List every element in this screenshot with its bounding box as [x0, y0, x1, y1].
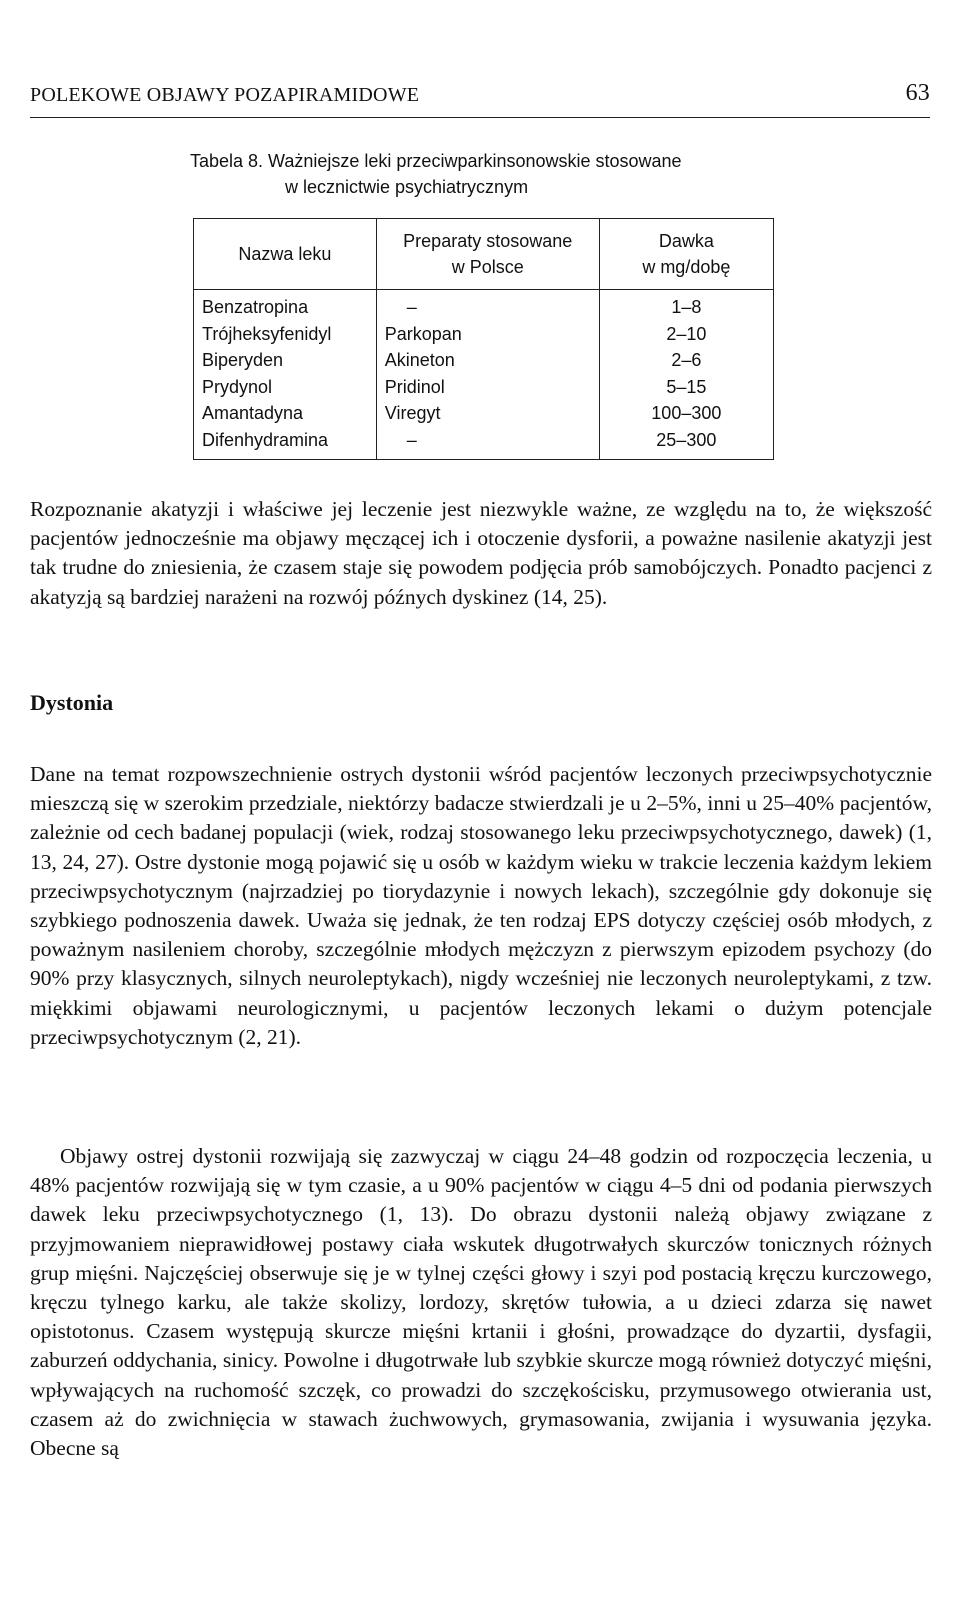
dose-cell: 5–15: [599, 374, 773, 401]
table-row: [194, 374, 774, 401]
table-row: [194, 290, 774, 321]
dose-cell: 100–300: [599, 400, 773, 427]
dose-cell: 2–6: [599, 347, 773, 374]
table-caption: [190, 148, 790, 200]
preparation-cell: Viregyt: [376, 400, 599, 427]
table-row: [194, 400, 774, 427]
preparation-cell: Akineton: [376, 347, 599, 374]
section-heading-dystonia: Dystonia: [30, 690, 114, 715]
running-title: POLEKOWE OBJAWY POZAPIRAMIDOWE: [30, 84, 420, 106]
table-caption-line2: w lecznictwie psychiatrycznym: [285, 177, 529, 197]
running-header: [30, 80, 930, 107]
column-header-name: [194, 219, 377, 290]
paragraph-dystonia-symptoms: Objawy ostrej dystonii rozwijają się zazwyczaj w ciągu 24–48 godzin od rozpoczęcia leczenia, u 48% pacjentów rozwijają się w tym czasie, a u 90% pacjentów w ciągu 4–5 dni od podania pierwszych dawek leku przeciwpsychotycznego (1, 13). Do obrazu dystonii należą objawy związane z przyjmowaniem nieprawidłowej postawy ciała wskutek długotrwałych skurczów tonicznych różnych grup mięśni. Najczęściej obserwuje się je w tylnej części głowy i szyi pod postacią kręczu kurczowego, kręczu tylnego karku, ale także skolizy, lordozy, skrętów tułowia, a u dzieci zdarza się nawet opistotonus. Czasem występują skurcze mięśni krtanii i głośni, prowadzące do dyzartii, dysfagii, zaburzeń oddychania, sinicy. Powolne i długotrwałe lub szybkie skurcze mogą również dotyczyć mięśni, wpływających na ruchomość szczęk, co prowadzi do szczękościsku, przymusowego otwierania ust, czasem aż do zwichnięcia w stawach żuchwowych, grymasowania, zwijania i wysuwania języka. Obecne są: [30, 1144, 932, 1461]
table-row: [194, 427, 774, 460]
drug-name-cell: Difenhydramina: [194, 427, 377, 460]
drug-name-cell: Benzatropina: [194, 290, 377, 321]
dose-cell: 1–8: [599, 290, 773, 321]
table-row: [194, 347, 774, 374]
preparation-cell: Pridinol: [376, 374, 599, 401]
paragraph-dystonia-prevalence: Dane na temat rozpowszechnienie ostrych dystonii wśród pacjentów leczonych przeciwpsychotycznie mieszczą się w szerokim przedziale, niektórzy badacze stwierdzali je u 2–5%, inni u 25–40% pacjentów, zależnie od cech badanej populacji (wiek, rodzaj stosowanego leku przeciwpsychotycznego, dawek) (1, 13, 24, 27). Ostre dystonie mogą pojawić się u osób w każdym wieku w trakcie leczenia każdym lekiem przeciwpsychotycznym (najrzadziej po tiorydazynie i nowych lekach), szczególnie gdy dokonuje się szybkiego podnoszenia dawek. Uważa się jednak, że ten rodzaj EPS dotyczy częściej osób młodych, z poważnym nasileniem choroby, szczególnie młodych mężczyzn z pierwszym epizodem psychozy (do 90% przy klasycznych, silnych neuroleptykach), nigdy wcześniej nie leczonych neuroleptykami, z tzw. miękkimi objawami neurologicznymi, u pacjentów leczonych lekami o dużym potencjale przeciwpsychotycznym (2, 21).: [30, 762, 932, 1049]
drug-name-cell: Prydynol: [194, 374, 377, 401]
column-header-text: w mg/dobę: [642, 257, 731, 277]
preparation-cell: Parkopan: [376, 321, 599, 348]
paragraph-akathisia: Rozpoznanie akatyzji i właściwe jej leczenie jest niezwykle ważne, ze względu na to, że większość pacjentów jednocześnie ma objawy męczącej ich i otoczenie dysforii, a poważne nasilenie akatyzji jest tak trudne do zniesienia, że czasem staje się powodem podjęcia prób samobójczych. Ponadto pacjenci z akatyzją są bardziej narażeni na rozwój późnych dyskinez (14, 25).: [30, 497, 932, 609]
table-caption-line1: Tabela 8. Ważniejsze leki przeciwparkinsonowskie stosowane: [190, 151, 682, 171]
page-number: 63: [905, 80, 930, 106]
preparation-cell: –: [376, 290, 599, 321]
column-header-preparation: [376, 219, 599, 290]
dose-cell: 25–300: [599, 427, 773, 460]
column-header-text: Dawka: [658, 231, 714, 251]
table-header-row: [194, 219, 774, 290]
dose-cell: 2–10: [599, 321, 773, 348]
drug-table: [193, 218, 774, 460]
preparation-cell: –: [376, 427, 599, 460]
column-header-dose: [599, 219, 773, 290]
drug-name-cell: Trójheksyfenidyl: [194, 321, 377, 348]
header-rule: [30, 117, 930, 118]
column-header-text: Nazwa leku: [238, 244, 332, 264]
column-header-text: Preparaty stosowane: [403, 231, 573, 251]
drug-name-cell: Amantadyna: [194, 400, 377, 427]
column-header-text: w Polsce: [451, 257, 524, 277]
table-row: [194, 321, 774, 348]
drug-name-cell: Biperyden: [194, 347, 377, 374]
